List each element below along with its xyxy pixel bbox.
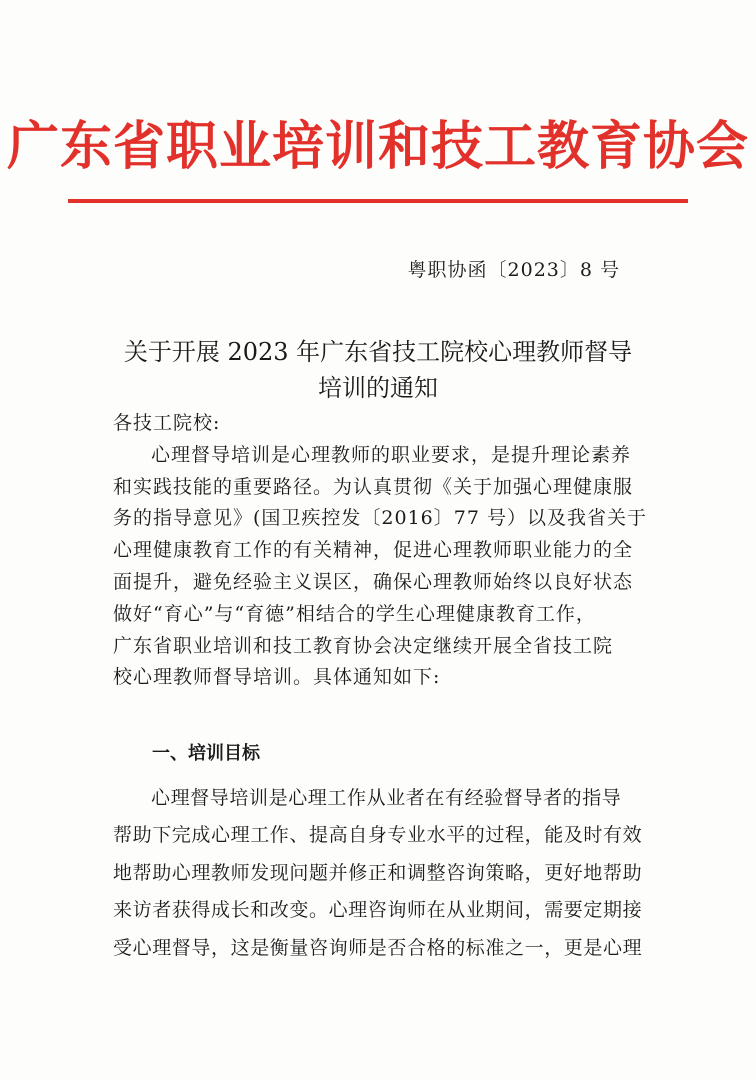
paragraph-line: 面提升，避免经验主义误区，确保心理教师始终以良好状态 [113, 570, 634, 593]
letterhead-red-rule [68, 199, 688, 203]
title-line-1: 关于开展 2023 年广东省技工院校心理教师督导 [123, 338, 633, 366]
document-title [92, 334, 664, 406]
intro-section [113, 408, 658, 694]
org-letterhead: 广东省职业培训和技工教育协会 [6, 117, 749, 177]
document-number: 粤职协函〔2023〕8 号 [407, 259, 620, 281]
paragraph-line: 受心理督导，这是衡量咨询师是否合格的标准之一，更是心理 [113, 936, 643, 959]
paragraph-line: 心理健康教育工作的有关精神，促进心理教师职业能力的全 [113, 539, 634, 562]
paragraph-line: 广东省职业培训和技工教育协会决定继续开展全省技工院 [113, 634, 614, 657]
paragraph-line: 校心理教师督导培训。具体通知如下: [113, 666, 441, 689]
title-line-2: 培训的通知 [318, 374, 438, 402]
paragraph-line: 和实践技能的重要路径。为认真贯彻《关于加强心理健康服 [113, 475, 634, 498]
paragraph-line: 来访者获得成长和改变。心理咨询师在从业期间，需要定期接 [113, 899, 643, 922]
salutation: 各技工院校: [113, 412, 221, 434]
section-heading-goals: 一、培训目标 [152, 743, 260, 764]
paragraph-line: 做好“育心”与“育德”相结合的学生心理健康教育工作， [113, 602, 596, 625]
paragraph-line: 地帮助心理教师发现问题并修正和调整咨询策略，更好地帮助 [113, 861, 643, 884]
paragraph-line: 心理督导培训是心理工作从业者在有经验督导者的指导 [151, 787, 622, 809]
section-goals-body [113, 780, 658, 967]
paragraph-line: 务的指导意见》(国卫疾控发〔2016〕77 号）以及我省关于 [113, 507, 647, 530]
paragraph-line: 心理督导培训是心理教师的职业要求，是提升理论素养 [151, 443, 632, 466]
paragraph-line: 帮助下完成心理工作、提高自身专业水平的过程，能及时有效 [113, 824, 643, 847]
